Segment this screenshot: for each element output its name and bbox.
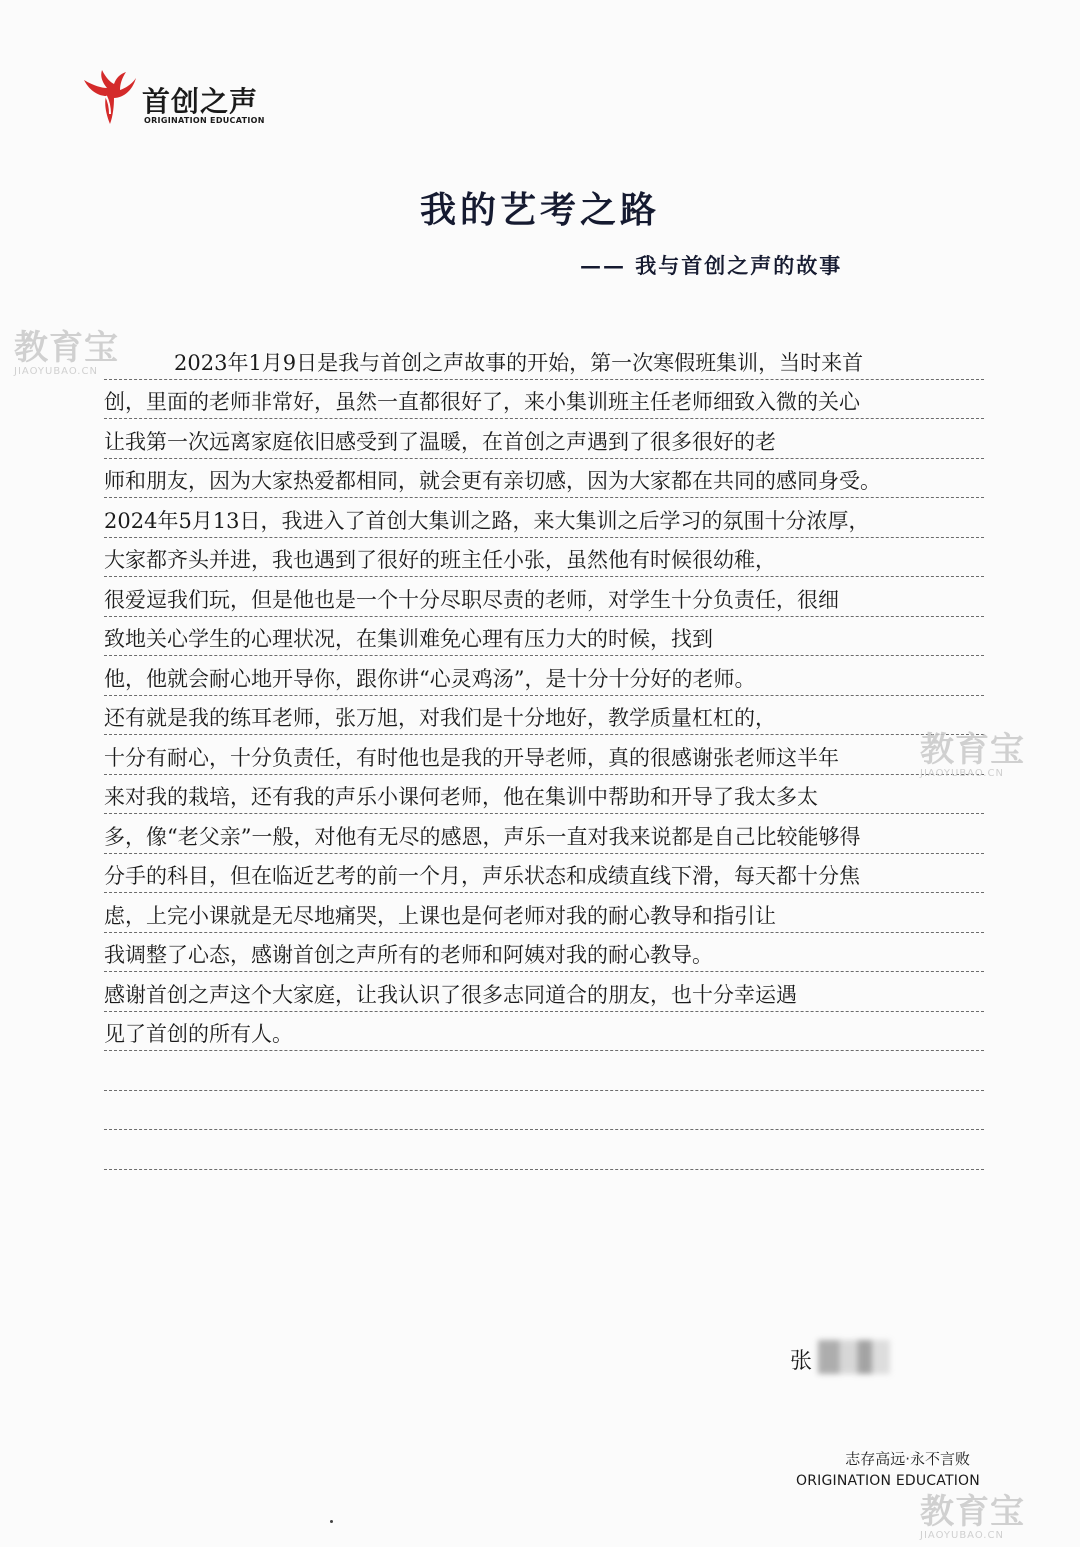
essay-line [104, 1051, 984, 1091]
essay-line: 分手的科目，但在临近艺考的前一个月，声乐状态和成绩直线下滑，每天都十分焦 [104, 854, 984, 894]
essay-line: 多，像“老父亲”一般，对他有无尽的感恩，声乐一直对我来说都是自己比较能够得 [104, 814, 984, 854]
watermark: 教育宝 JIAOYUBAO.CN [920, 730, 1025, 779]
essay-line: 虑，上完小课就是无尽地痛哭，上课也是何老师对我的耐心教导和指引让 [104, 893, 984, 933]
essay-line: 来对我的栽培，还有我的声乐小课何老师，他在集训中帮助和开导了我太多太 [104, 775, 984, 815]
essay-line: 十分有耐心，十分负责任，有时他也是我的开导老师，真的很感谢张老师这半年 [104, 735, 984, 775]
essay-line: 我调整了心态，感谢首创之声所有的老师和阿姨对我的耐心教导。 [104, 933, 984, 973]
essay-line: 他，他就会耐心地开导你，跟你讲“心灵鸡汤”，是十分十分好的老师。 [104, 656, 984, 696]
essay-line: 师和朋友，因为大家热爱都相同，就会更有亲切感，因为大家都在共同的感同身受。 [104, 459, 984, 499]
essay-line: 很爱逗我们玩，但是他也是一个十分尽职尽责的老师，对学生十分负责任，很细 [104, 577, 984, 617]
essay-title: 我的艺考之路 [419, 189, 660, 231]
essay-line: 大家都齐头并进，我也遇到了很好的班主任小张，虽然他有时候很幼稚， [104, 538, 984, 578]
essay-subtitle: —— 我与首创之声的故事 [580, 253, 843, 278]
author-signature: 张 [790, 1349, 813, 1374]
essay-line [104, 1091, 984, 1131]
brand-name-cn: 首创之声 [142, 85, 259, 118]
phoenix-logo-icon [80, 66, 140, 130]
essay-line: 还有就是我的练耳老师，张万旭，对我们是十分地好，教学质量杠杠的， [104, 696, 984, 736]
essay-line [104, 1130, 984, 1170]
essay-line: 创，里面的老师非常好，虽然一直都很好了，来小集训班主任老师细致入微的关心 [104, 380, 984, 420]
essay-line: 2023年1月9日是我与首创之声故事的开始，第一次寒假班集训，当时来首 [104, 340, 984, 380]
brand-logo [80, 66, 280, 130]
essay-line: 2024年5月13日，我进入了首创大集训之路，来大集训之后学习的氛围十分浓厚， [104, 498, 984, 538]
essay-line: 感谢首创之声这个大家庭，让我认识了很多志同道合的朋友，也十分幸运遇 [104, 972, 984, 1012]
essay-line: 见了首创的所有人。 [104, 1012, 984, 1052]
signature-redaction [818, 1340, 890, 1374]
slogan-cn: 志存高远·永不言败 [845, 1450, 970, 1468]
slogan-en: ORIGINATION EDUCATION [796, 1473, 980, 1489]
watermark: 教育宝 JIAOYUBAO.CN [920, 1492, 1025, 1541]
watermark: 教育宝 JIAOYUBAO.CN [14, 328, 119, 377]
essay-line: 让我第一次远离家庭依旧感受到了温暖，在首创之声遇到了很多很好的老 [104, 419, 984, 459]
essay-line: 致地关心学生的心理状况，在集训难免心理有压力大的时候，找到 [104, 617, 984, 657]
essay-body [104, 340, 984, 1170]
brand-name-en: ORIGINATION EDUCATION [144, 116, 265, 125]
paper-speck [330, 1520, 333, 1523]
